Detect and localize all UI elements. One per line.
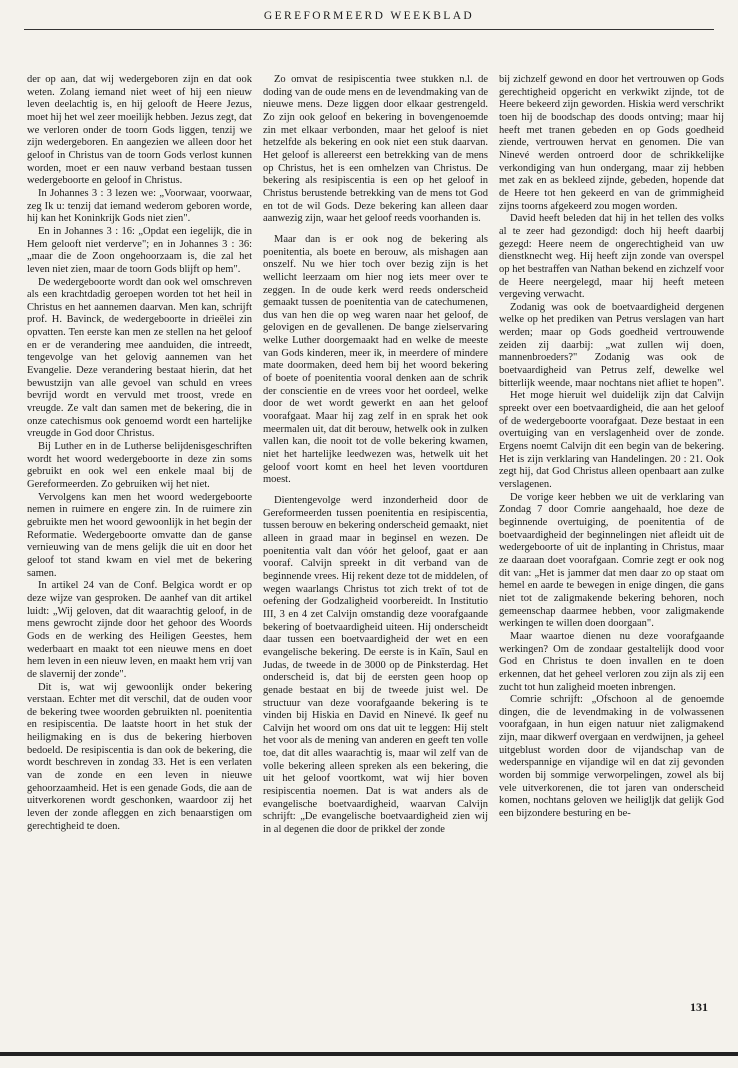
paragraph: In Johannes 3 : 3 lezen we: „Voorwaar, voorwaar, zeg Ik u: tenzij dat iemand wederom geboren worde, hij kan het Koninkrijk Gods niet zien". bbox=[27, 187, 252, 225]
column-2 bbox=[263, 74, 488, 979]
running-header: GEREFORMEERD WEEKBLAD bbox=[263, 10, 475, 22]
paragraph: Bij Luther en in de Lutherse belijdenisgeschriften wordt het woord wedergeboorte in deze zin soms gebruikt en ook wel een enkele maal bij de Gereformeerden. Zo gebruiken wij het niet. bbox=[27, 441, 252, 490]
paragraph: Comrie schrijft: „Ofschoon al de genoemde dingen, die de levendmaking in de volwassenen voorafgaan, in hun eigen natuur niet zaligmakend zijn, maar dikwerf overgaan en verdwijnen, ja geheel uitgeblust worden door de vijandschap van de wederspannige en vijandige wil en dat zij gevonden worden bij sommige verworpelingen, zowel als bij vele uitverkorenen, die tot jaren van onderscheid komen, nochtans geloven we heiligljk dat gelijk God een bijzondere besturing en be- bbox=[499, 694, 724, 820]
paragraph: bij zichzelf gewond en door het vertrouwen op Gods gerechtigheid opgericht en verkwikt zijnde, tot de Heere bekeerd zijn geworden. Hiskia werd verschrikt toen hij de boodschap des doods ontving; maar hij heeft met tranen gebeden en op Gods goedheid ziende, vertrouwen hervat en genomen. Die van Ninevé werden ontroerd door de schrikkelijke verkondiging van hun ondergang, maar zij hebben met zak en as bekleed zijnde, gebeden, hopende dat de Heere tot hen gekeerd en van de grimmigheid zijns toorns afgekeerd zou mogen worden. bbox=[499, 74, 724, 212]
page-number: 131 bbox=[690, 1000, 708, 1014]
paragraph: En in Johannes 3 : 16: „Opdat een iegelijk, die in Hem gelooft niet verderve"; en in Johannes 3 : 36: „maar die de Zoon ongehoorzaam is, die zal het leven niet zien, maar de toorn Gods blijft op hem". bbox=[27, 225, 252, 275]
article-body bbox=[27, 74, 727, 979]
paragraph: Vervolgens kan men het woord wedergeboorte nemen in ruimere en engere zin. In de ruimere zin gebruikte men het woord gewoonlijk in het begin der Reformatie. Wedergeboorte omvatte dan de ganse vernieuwing van de mens gelijk die uit en door het geloof tot stand kwam en viel met de bekering samen. bbox=[27, 491, 252, 579]
bottom-rule bbox=[0, 1052, 738, 1056]
paragraph: De wedergeboorte wordt dan ook wel omschreven als een krachtdadig geroepen worden tot het heil in Christus en het aannemen daarvan. Men kan, schrijft prof. H. Bavinck, de wedergeboorte in drieëlei zin opvatten. Ten eerste kan men ze stellen na het geloof en er de verandering mee aanduiden, die intreedt, tengevolge van het gelovig aannemen van het Evangelie. Deze verandering bestaat hierin, dat het bewustzijn van alle gevoel van schuld en vrees bevrijd wordt en vervuld met troost, vrede en vreugde. Ze valt dan samen met de bekering, die in onze catechismus ook genoemd wordt een hartelijke vreugde in God door Christus. bbox=[27, 276, 252, 440]
paragraph: Zo omvat de resipiscentia twee stukken n.l. de doding van de oude mens en de levendmaking van de nieuwe mens. Deze liggen door elkaar gestrengeld. Zo zijn ook geloof en bekering in bovengenoemde zin met elkaar verbonden, maar het geloof is niet hetzelfde als bekering en ook niet een stuk daarvan. Het geloof is allereerst een betrekking van de mens op Christus, het is een omhelzen van Christus. De bekering als resipiscentia is een op het geloof in Christus berustende betrekking van de mens tot God en tot de wil Gods. Deze bekering kan alleen daar aanwezig zijn, waar het geloof reeds voorhanden is. bbox=[263, 74, 488, 225]
paragraph: Dit is, wat wij gewoonlijk onder bekering verstaan. Echter met dit verschil, dat de ouden voor de bekering twee woorden gebruikten nl. poenitentia en resipiscentia. De laatste hoort in het stuk der heiligmaking en is dus de bekering hierboven bedoeld. De resipiscentia is dan ook de bekering, die wordt beschreven in zondag 33. Het is een verlaten van de zonde en een leven in nieuwe gehoorzaamheid. Het is een genade Gods, die aan de uitverkorenen wordt geschonken, waardoor zij het leven der zonde afleggen en zich benaarstigen om gerechtigheid te doen. bbox=[27, 681, 252, 832]
column-1 bbox=[27, 74, 252, 979]
paragraph: Maar dan is er ook nog de bekering als poenitentia, als boete en berouw, als mishagen aan onszelf. Nu we hier toch over bezig zijn is het wellicht leerzaam om hier nog iets meer over te zeggen. In de oude kerk werd reeds onderscheid gemaakt tussen de poenitentia van de catechumenen, dus van hen die op weg waren naar het geloof, de gelovigen en de gevallenen. De bange zielservaring welke Luther doorgemaakt had en welke de meeste van Gods kinderen, meer ik, in meerdere of mindere mate doormaken, deed hem bij het woord bekering of boete of poenitentia vooral denken aan de schrik der conscientie en de vrees voor het oordeel, welke door de wet wordt gewerkt en aan het geloof voorafgaat. Maar hij zag zelf in en sprak het ook meermalen uit, dat dit berouw, hetwelk ook in zulken vallen kan, die nooit tot de volle bekering kwamen, niet het hartelijke leedwezen was, hetwelk uit het geloof voort komt en heel het leven voortduren moest. bbox=[263, 233, 488, 486]
column-3 bbox=[499, 74, 724, 979]
paragraph: Maar waartoe dienen nu deze voorafgaande werkingen? Om de zondaar gestaltelijk dood voor God en Christus te doen invallen en te doen erkennen, dat het geheel verloren zou zijn als zij een zucht tot hun zaligheid moeten inbrengen. bbox=[499, 630, 724, 693]
header-rule bbox=[24, 29, 714, 30]
paragraph: David heeft beleden dat hij in het tellen des volks al te zeer had gezondigd: doch hij heeft daarbij gezegd: Heere neem de ongerechtigheid van uw dienstknecht weg. Hij heeft zijn zonde van overspel op het bestraffen van Nathan bekend en zichzelf voor de Heere neergelegd, maar hij heeft meteen vergeving verwacht. bbox=[499, 213, 724, 301]
paragraph: De vorige keer hebben we uit de verklaring van Zondag 7 door Comrie aangehaald, hoe deze de beginnende overtuiging, de poenitentia of de boetvaardigheid der beginnelingen niet afleidt uit de wedergeboorte of uit de inplanting in Christus, maar ze daaraan doet voorafgaan. Comrie zegt er ook nog dit van: „Het is jammer dat men daar zo op staat om hemel en aarde te bewegen in enige dingen, die gans niet tot de zaligmakende bekering behoren, noch gemeenschap daarmee hebben, voor zaligmakende werkingen te willen doen doorgaan". bbox=[499, 491, 724, 630]
paragraph: Dientengevolge werd inzonderheid door de Gereformeerden tussen poenitentia en resipiscentia, tussen berouw en bekering onderscheid gemaakt, niet alleen in graad maar in beginsel en wezen. De poenitentia valt dan vóór het geloof, gaat er aan vooraf. Calvijn spreekt in dit verband van de beginnende vrees. Hij rekent deze tot de middelen, of wegen waarlangs Christus tot zich trekt of tot de oefening der Godzaligheid voorbereidt. In Institutio III, 3 en 4 zet Calvijn omstandig deze voorafgaande bekering of boetvaardigheid uiteen. Hij onderscheidt daar tussen een boetvaardigheid der wet en een evangelische bekering. De eerste is in Kaïn, Saul en Judas, de tweede in de 3000 op de Pinksterdag. Het onderscheid is, dat bij de eersten geen hoop op genade bestaat en bij de tweede juist wel. De structuur van deze voorafgaande bekering is te vinden bij Hiskia en David en Ninevé. Ik geef nu Calvijn het woord om ons dat uit te leggen: Hij stelt het voor als de mening van anderen en geeft ten volle toe, dat dit alles waarachtig is, maar wil zelf van de volle bekering alleen spreken als een bekering, die uit het geloof voortkomt, wat wij hier boven resipiscentia noemen. Dat is wat anders als de evangelische boetvaardigheid, waarvan Calvijn schrijft: „De evangelische boetvaardigheid zien wij in al degenen die door de prikkel der zonde bbox=[263, 495, 488, 836]
paragraph: In artikel 24 van de Conf. Belgica wordt er op deze wijze van gesproken. De aanhef van dit artikel luidt: „Wij geloven, dat dit waarachtig geloof, in de mens gewrocht zijnde door het gehoor des Woords Gods en de werking des Heiligen Geestes, hem wederbaart en maakt tot een nieuwe mens en doet hem leven in een nieuw leven, en maakt hem vrij van de slavernij der zonde". bbox=[27, 580, 252, 680]
paragraph: Het moge hieruit wel duidelijk zijn dat Calvijn spreekt over een boetvaardigheid, die aan het geloof of de wedergeboorte voorafgaat. Deze bestaat in een overtuiging van en verslagenheid over de zonde. Ergens noemt Calvijn dit een begin van de bekering. Het is zijn verklaring van Handelingen. 20 : 21. Ook zegt hij, dat God Christus alleen openbaart aan zulke verslagenen. bbox=[499, 390, 724, 490]
paragraph: der op aan, dat wij wedergeboren zijn en dat ook weten. Zolang iemand niet weet of hij een nieuw leven deelachtig is, en hij gelooft de Heere Jezus, moet hij het wel zeer moeilijk hebben. Jezus zegt, dat we verloren onder de toorn Gods liggen, tenzij we zijn wedergeboren. En aangezien we alleen door het geloof in Christus van de toorn Gods verlost kunnen worden, moet er een nauw verband bestaan tussen wedergeboorte en geloof in Christus. bbox=[27, 74, 252, 187]
paragraph: Zodanig was ook de boetvaardigheid dergenen welke op het prediken van Petrus verslagen van hart werden; maar op Gods goedheid vertrouwende zeiden zij daarbij: „wat zullen wij doen, mannenbroeders?" Zodanig was ook de boetvaardigheid van Petrus zelf, dewelke wel bitterlijk weende, maar nochtans niet afliet te hopen". bbox=[499, 301, 724, 389]
